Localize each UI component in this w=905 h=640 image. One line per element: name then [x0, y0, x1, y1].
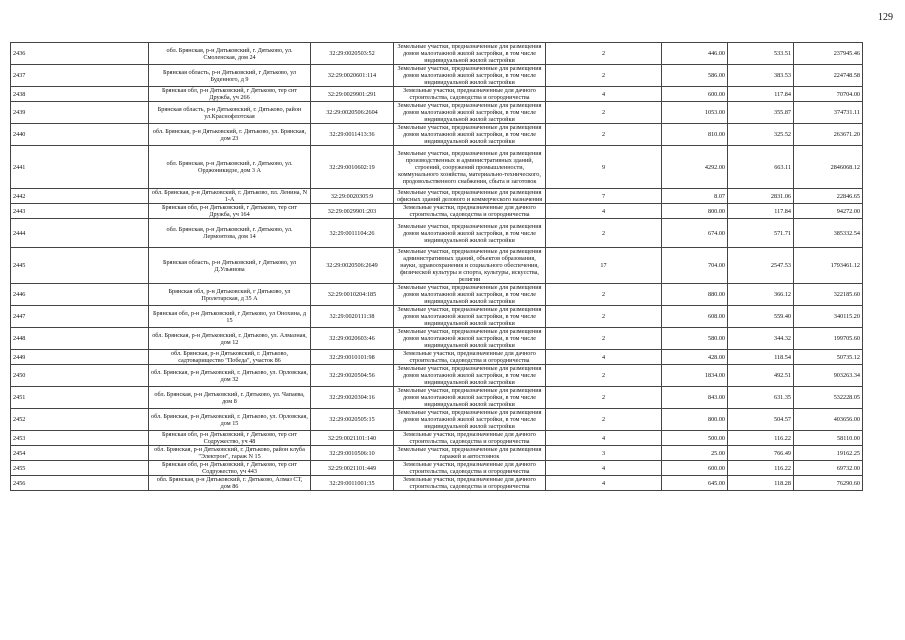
- row-number: 2441: [11, 146, 149, 189]
- address-cell: Брянская обл, р-н Дятьковский, г Дятьково, тер снт Содружество, уч 443: [149, 461, 311, 476]
- land-use-cell: Земельные участки, предназначенные для размещения административных зданий, объектов образования, науки, здравоохранения и социального обеспечения, физической культуры и спорта, культуры, искусства, религии: [394, 248, 546, 284]
- land-use-cell: Земельные участки, предназначенные для дачного строительства, садоводства и огородничества: [394, 431, 546, 446]
- cadastral-number-cell: 32:29:0020506:2649: [311, 248, 394, 284]
- row-number: 2447: [11, 306, 149, 328]
- land-use-cell: Земельные участки, предназначенные для размещения домов малоэтажной жилой застройки, в том числе индивидуальной жилой застройки: [394, 65, 546, 87]
- land-use-cell: Земельные участки, предназначенные для размещения домов малоэтажной жилой застройки, в том числе индивидуальной жилой застройки: [394, 409, 546, 431]
- row-number: 2436: [11, 43, 149, 65]
- table-row: [11, 189, 863, 204]
- row-number: 2452: [11, 409, 149, 431]
- row-number: 2446: [11, 284, 149, 306]
- table-row: [11, 476, 863, 491]
- address-cell: Брянская обл, р-н Дятьковский, г Дятьково, тер снт Дружба, уч 266: [149, 87, 311, 102]
- area-cell: 580.00: [662, 328, 728, 350]
- row-number: 2451: [11, 387, 149, 409]
- area-cell: 428.00: [662, 350, 728, 365]
- table-row: [11, 204, 863, 219]
- cadastral-value-cell: 1793461.12: [794, 248, 863, 284]
- land-use-cell: Земельные участки, предназначенные для размещения домов малоэтажной жилой застройки, в том числе индивидуальной жилой застройки: [394, 102, 546, 124]
- address-cell: Брянская обл, р-н Дятьковский, г Дятьково, ул Пролетарская, д 35 А: [149, 284, 311, 306]
- area-cell: 600.00: [662, 87, 728, 102]
- unit-value-cell: 559.40: [728, 306, 794, 328]
- land-use-cell: Земельные участки, предназначенные для дачного строительства, садоводства и огородничества: [394, 204, 546, 219]
- cadastral-value-cell: 374731.11: [794, 102, 863, 124]
- cadastral-value-cell: 385332.54: [794, 219, 863, 248]
- use-group-cell: 4: [546, 204, 662, 219]
- cadastral-value-cell: 322185.60: [794, 284, 863, 306]
- area-cell: 843.00: [662, 387, 728, 409]
- use-group-cell: 4: [546, 476, 662, 491]
- cadastral-value-cell: 19162.25: [794, 446, 863, 461]
- land-use-cell: Земельные участки, предназначенные для размещения домов малоэтажной жилой застройки, в том числе индивидуальной жилой застройки: [394, 365, 546, 387]
- row-number: 2450: [11, 365, 149, 387]
- address-cell: Брянская обл, р-н Дятьковский, г Дятьково, ул Онохина, д 15: [149, 306, 311, 328]
- land-use-cell: Земельные участки, предназначенные для размещения домов малоэтажной жилой застройки, в том числе индивидуальной жилой застройки: [394, 387, 546, 409]
- area-cell: 586.00: [662, 65, 728, 87]
- area-cell: 25.00: [662, 446, 728, 461]
- cadastral-value-cell: 22846.65: [794, 189, 863, 204]
- unit-value-cell: 2831.06: [728, 189, 794, 204]
- use-group-cell: 2: [546, 365, 662, 387]
- land-use-cell: Земельные участки, предназначенные для размещения гаражей и автостоянок: [394, 446, 546, 461]
- cadastral-number-cell: 32:29:0020601:114: [311, 65, 394, 87]
- cadastral-value-cell: 224748.58: [794, 65, 863, 87]
- use-group-cell: 2: [546, 219, 662, 248]
- area-cell: 800.00: [662, 409, 728, 431]
- address-cell: Брянская обл, р-н Дятьковский, г Дятьково, тер снт Содружество, уч 48: [149, 431, 311, 446]
- row-number: 2449: [11, 350, 149, 365]
- use-group-cell: 2: [546, 328, 662, 350]
- area-cell: 800.00: [662, 204, 728, 219]
- unit-value-cell: 766.49: [728, 446, 794, 461]
- cadastral-number-cell: 32:29:0020305:9: [311, 189, 394, 204]
- table-row: [11, 409, 863, 431]
- row-number: 2442: [11, 189, 149, 204]
- cadastral-value-cell: 70704.00: [794, 87, 863, 102]
- cadastral-value-cell: 532228.05: [794, 387, 863, 409]
- use-group-cell: 7: [546, 189, 662, 204]
- land-use-cell: Земельные участки, предназначенные для размещения домов малоэтажной жилой застройки, в том числе индивидуальной жилой застройки: [394, 306, 546, 328]
- cadastral-number-cell: 32:29:0020603:46: [311, 328, 394, 350]
- address-cell: обл. Брянская, р-н Дятьковский, г. Дятьково, Алмаз СТ, дом 86: [149, 476, 311, 491]
- unit-value-cell: 504.57: [728, 409, 794, 431]
- cadastral-number-cell: 32:29:0020504:56: [311, 365, 394, 387]
- table-row: [11, 65, 863, 87]
- unit-value-cell: 492.51: [728, 365, 794, 387]
- cadastral-value-cell: 403656.00: [794, 409, 863, 431]
- use-group-cell: 4: [546, 461, 662, 476]
- unit-value-cell: 2547.53: [728, 248, 794, 284]
- use-group-cell: 4: [546, 87, 662, 102]
- land-use-cell: Земельные участки, предназначенные для размещения домов малоэтажной жилой застройки, в том числе индивидуальной жилой застройки: [394, 328, 546, 350]
- address-cell: обл. Брянская, р-н Дятьковский, г. Дятьково, ул. Смоленская, дом 24: [149, 43, 311, 65]
- row-number: 2456: [11, 476, 149, 491]
- address-cell: обл. Брянская, р-н Дятьковский, г. Дятьково, ул. Чапаева, дом 8: [149, 387, 311, 409]
- cadastral-number-cell: 32:29:0029901:203: [311, 204, 394, 219]
- table-row: [11, 248, 863, 284]
- unit-value-cell: 325.52: [728, 124, 794, 146]
- use-group-cell: 2: [546, 124, 662, 146]
- cadastral-value-cell: 199705.60: [794, 328, 863, 350]
- address-cell: обл. Брянская, р-н Дятьковский, г. Дятьково, район клуба "Электрон", гараж N 15: [149, 446, 311, 461]
- unit-value-cell: 366.12: [728, 284, 794, 306]
- address-cell: Брянская область, р-н Дятьковский, г Дятьково, ул Д.Ульянова: [149, 248, 311, 284]
- use-group-cell: 2: [546, 409, 662, 431]
- cadastral-value-cell: 50735.12: [794, 350, 863, 365]
- unit-value-cell: 344.32: [728, 328, 794, 350]
- page-number: 129: [878, 12, 893, 23]
- address-cell: обл. Брянская, р-н Дятьковский, г. Дятьково, пл. Ленина, N 1-А: [149, 189, 311, 204]
- land-use-cell: Земельные участки, предназначенные для размещения офисных зданий делового и коммерческого назначения: [394, 189, 546, 204]
- cadastral-value-cell: 76290.60: [794, 476, 863, 491]
- area-cell: 810.00: [662, 124, 728, 146]
- row-number: 2448: [11, 328, 149, 350]
- row-number: 2437: [11, 65, 149, 87]
- cadastral-number-cell: 32:29:0021101:140: [311, 431, 394, 446]
- table-row: [11, 146, 863, 189]
- area-cell: 8.07: [662, 189, 728, 204]
- table-row: [11, 446, 863, 461]
- use-group-cell: 4: [546, 350, 662, 365]
- cadastral-value-cell: 903263.34: [794, 365, 863, 387]
- unit-value-cell: 116.22: [728, 431, 794, 446]
- use-group-cell: 2: [546, 387, 662, 409]
- land-register-table: [10, 42, 863, 491]
- cadastral-number-cell: 32:29:0011001:35: [311, 476, 394, 491]
- table-row: [11, 102, 863, 124]
- unit-value-cell: 533.51: [728, 43, 794, 65]
- table-row: [11, 328, 863, 350]
- row-number: 2438: [11, 87, 149, 102]
- use-group-cell: 9: [546, 146, 662, 189]
- cadastral-number-cell: 32:29:0020503:52: [311, 43, 394, 65]
- row-number: 2440: [11, 124, 149, 146]
- use-group-cell: 2: [546, 306, 662, 328]
- use-group-cell: 2: [546, 102, 662, 124]
- area-cell: 704.00: [662, 248, 728, 284]
- row-number: 2455: [11, 461, 149, 476]
- cadastral-value-cell: 340115.20: [794, 306, 863, 328]
- cadastral-number-cell: 32:29:0029901:291: [311, 87, 394, 102]
- row-number: 2454: [11, 446, 149, 461]
- use-group-cell: 2: [546, 65, 662, 87]
- area-cell: 500.00: [662, 431, 728, 446]
- address-cell: Брянская область, р-н Дятьковский, г. Дятьково, район ул.Краснофлотская: [149, 102, 311, 124]
- cadastral-number-cell: 32:29:0020111:38: [311, 306, 394, 328]
- address-cell: обл. Брянская, р-н Дятьковский, г. Дятьково, ул. Орджоникидзе, дом 3 А: [149, 146, 311, 189]
- unit-value-cell: 355.87: [728, 102, 794, 124]
- row-number: 2444: [11, 219, 149, 248]
- address-cell: обл. Брянская, р-н Дятьковский, г. Дятьково, садтоварищество "Победа", участок 86: [149, 350, 311, 365]
- area-cell: 600.00: [662, 461, 728, 476]
- address-cell: обл. Брянская, р-н Дятьковский, г. Дятьково, ул. Брянская, дом 23: [149, 124, 311, 146]
- cadastral-number-cell: 32:29:0021101:449: [311, 461, 394, 476]
- cadastral-number-cell: 32:29:0020506:2604: [311, 102, 394, 124]
- table-row: [11, 461, 863, 476]
- address-cell: обл. Брянская, р-н Дятьковский, г. Дятьково, ул. Орловская, дом 32: [149, 365, 311, 387]
- unit-value-cell: 663.11: [728, 146, 794, 189]
- area-cell: 880.00: [662, 284, 728, 306]
- cadastral-number-cell: 32:29:0010506:10: [311, 446, 394, 461]
- unit-value-cell: 116.22: [728, 461, 794, 476]
- table-row: [11, 284, 863, 306]
- table-row: [11, 387, 863, 409]
- use-group-cell: 2: [546, 43, 662, 65]
- unit-value-cell: 571.71: [728, 219, 794, 248]
- unit-value-cell: 117.84: [728, 87, 794, 102]
- unit-value-cell: 631.35: [728, 387, 794, 409]
- land-use-cell: Земельные участки, предназначенные для размещения домов малоэтажной жилой застройки, в том числе индивидуальной жилой застройки: [394, 284, 546, 306]
- address-cell: обл. Брянская, р-н Дятьковский, г. Дятьково, ул. Алмазная, дом 12: [149, 328, 311, 350]
- table-row: [11, 124, 863, 146]
- cadastral-number-cell: 32:29:0010602:19: [311, 146, 394, 189]
- table-row: [11, 431, 863, 446]
- address-cell: обл. Брянская, р-н Дятьковский, г. Дятьково, ул. Орловская, дом 15: [149, 409, 311, 431]
- table-row: [11, 43, 863, 65]
- row-number: 2453: [11, 431, 149, 446]
- unit-value-cell: 383.53: [728, 65, 794, 87]
- cadastral-number-cell: 32:29:0010101:98: [311, 350, 394, 365]
- land-use-cell: Земельные участки, предназначенные для дачного строительства, садоводства и огородничества: [394, 476, 546, 491]
- cadastral-number-cell: 32:29:0011413:36: [311, 124, 394, 146]
- row-number: 2445: [11, 248, 149, 284]
- cadastral-value-cell: 2846068.12: [794, 146, 863, 189]
- area-cell: 1053.00: [662, 102, 728, 124]
- area-cell: 446.00: [662, 43, 728, 65]
- cadastral-value-cell: 237945.46: [794, 43, 863, 65]
- land-use-cell: Земельные участки, предназначенные для размещения домов малоэтажной жилой застройки, в том числе индивидуальной жилой застройки: [394, 219, 546, 248]
- table-row: [11, 306, 863, 328]
- table-row: [11, 365, 863, 387]
- land-use-cell: Земельные участки, предназначенные для размещения производственных и административных зданий, строений, сооружений промышленности, коммунального хозяйства, материально-технического, продовольственного снабжения, сбыта и заготовок: [394, 146, 546, 189]
- row-number: 2443: [11, 204, 149, 219]
- area-cell: 1834.00: [662, 365, 728, 387]
- unit-value-cell: 117.84: [728, 204, 794, 219]
- cadastral-number-cell: 32:29:0011104:26: [311, 219, 394, 248]
- area-cell: 4292.00: [662, 146, 728, 189]
- unit-value-cell: 118.54: [728, 350, 794, 365]
- land-use-cell: Земельные участки, предназначенные для дачного строительства, садоводства и огородничества: [394, 350, 546, 365]
- address-cell: Брянская обл, р-н Дятьковский, г Дятьково, тер снт Дружба, уч 164: [149, 204, 311, 219]
- cadastral-value-cell: 69732.00: [794, 461, 863, 476]
- table-row: [11, 219, 863, 248]
- cadastral-number-cell: 32:29:0020304:16: [311, 387, 394, 409]
- row-number: 2439: [11, 102, 149, 124]
- cadastral-value-cell: 58110.00: [794, 431, 863, 446]
- use-group-cell: 17: [546, 248, 662, 284]
- address-cell: обл. Брянская, р-н Дятьковский, г. Дятьково, ул. Лермонтова, дом 14: [149, 219, 311, 248]
- land-use-cell: Земельные участки, предназначенные для дачного строительства, садоводства и огородничества: [394, 461, 546, 476]
- cadastral-value-cell: 94272.00: [794, 204, 863, 219]
- cadastral-number-cell: 32:29:0010204:185: [311, 284, 394, 306]
- table-row: [11, 87, 863, 102]
- cadastral-number-cell: 32:29:0020505:15: [311, 409, 394, 431]
- area-cell: 608.00: [662, 306, 728, 328]
- area-cell: 645.00: [662, 476, 728, 491]
- land-use-cell: Земельные участки, предназначенные для дачного строительства, садоводства и огородничества: [394, 87, 546, 102]
- use-group-cell: 3: [546, 446, 662, 461]
- use-group-cell: 2: [546, 284, 662, 306]
- use-group-cell: 4: [546, 431, 662, 446]
- area-cell: 674.00: [662, 219, 728, 248]
- address-cell: Брянская область, р-н Дятьковский, г Дятьково, ул Буденного, д 9: [149, 65, 311, 87]
- table-row: [11, 350, 863, 365]
- unit-value-cell: 118.28: [728, 476, 794, 491]
- cadastral-value-cell: 263671.20: [794, 124, 863, 146]
- land-use-cell: Земельные участки, предназначенные для размещения домов малоэтажной жилой застройки, в том числе индивидуальной жилой застройки: [394, 43, 546, 65]
- land-use-cell: Земельные участки, предназначенные для размещения домов малоэтажной жилой застройки, в том числе индивидуальной жилой застройки: [394, 124, 546, 146]
